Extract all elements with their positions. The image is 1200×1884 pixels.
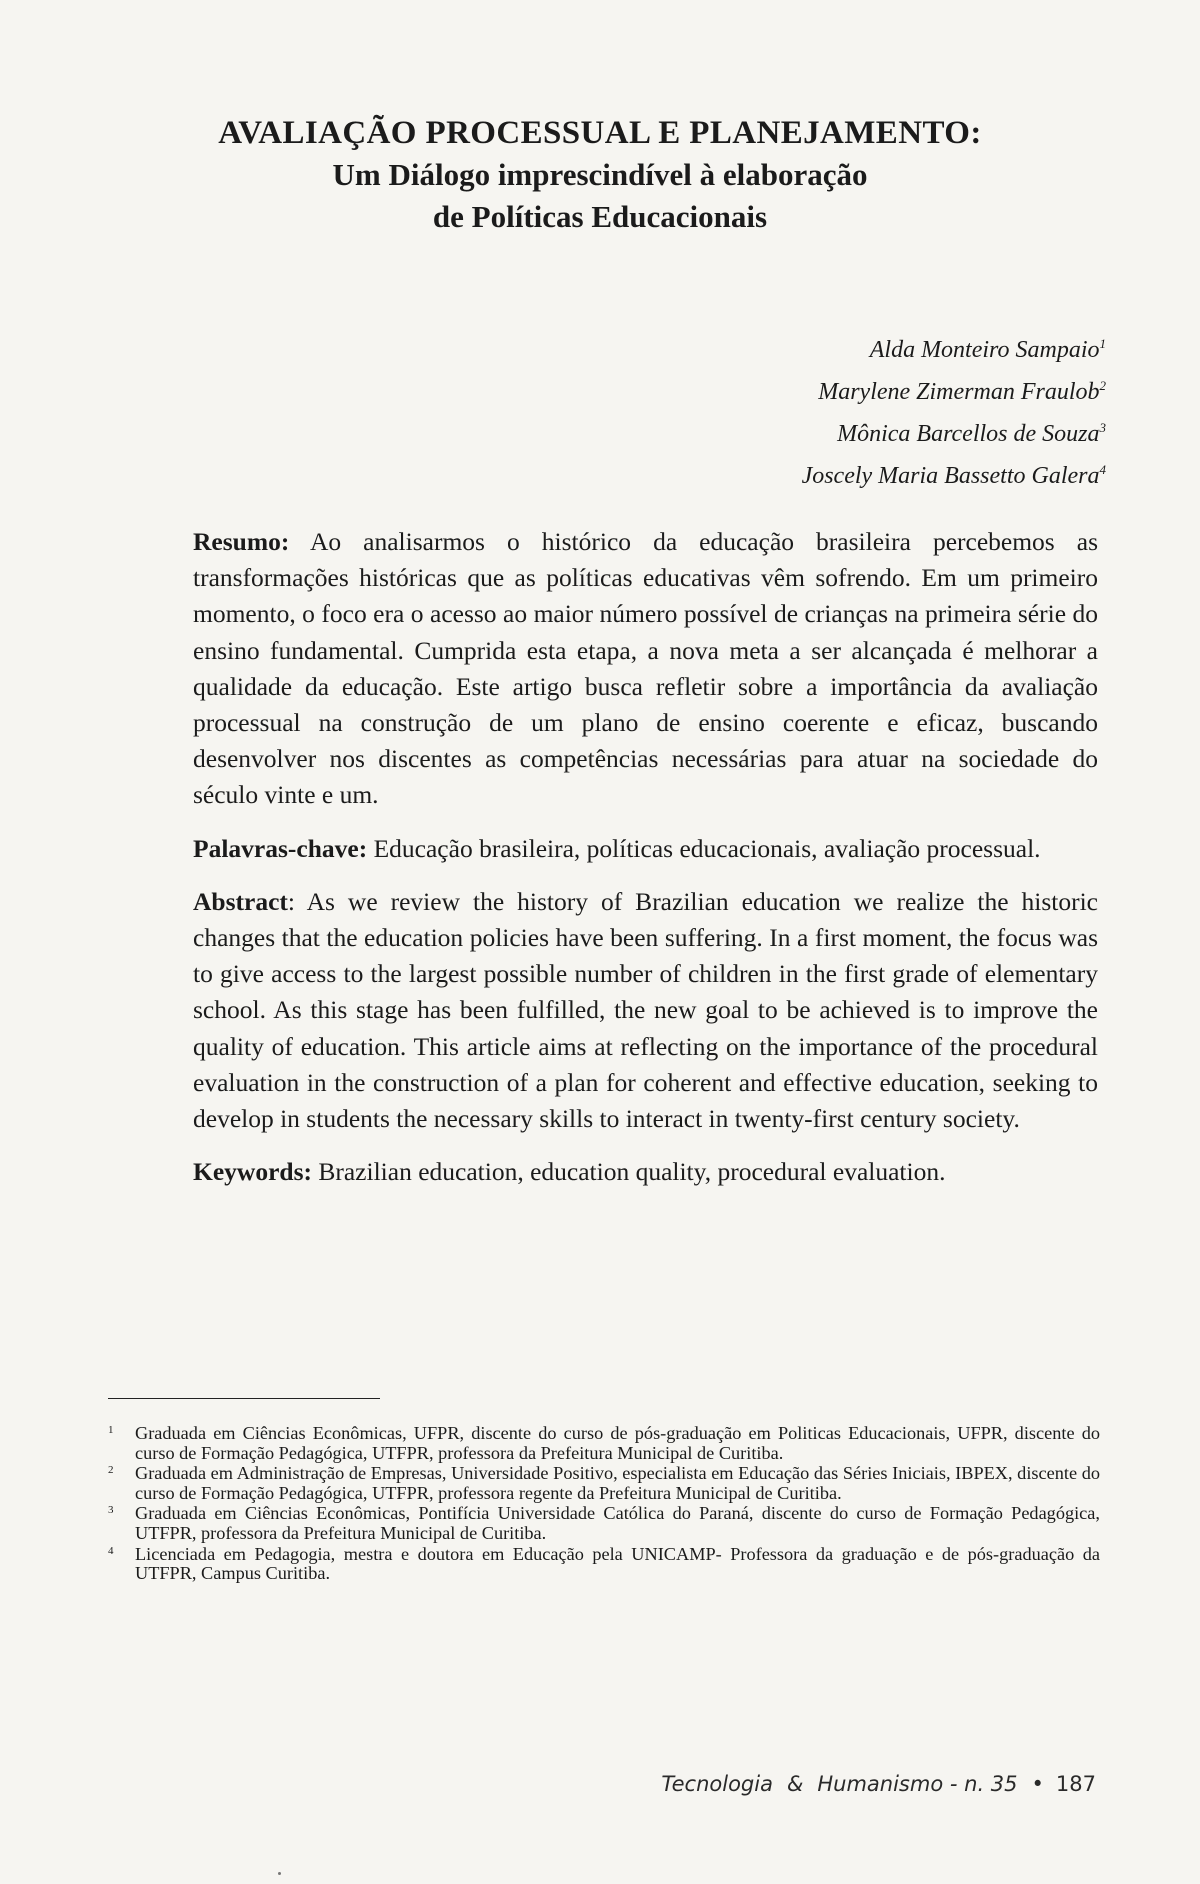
article-title [140,112,1060,238]
footnote [108,1424,1100,1463]
journal-name-part2: Humanismo [817,1772,944,1796]
journal-ampersand: & [786,1772,804,1796]
footnote-marker: 1 [1099,336,1106,351]
footnotes [108,1424,1100,1585]
author-list [802,326,1106,494]
author [802,326,1106,368]
palavras-chave-paragraph [193,831,1098,867]
scan-speck [278,1872,281,1875]
page-number: 187 [1055,1772,1096,1796]
footnote-number: 3 [108,1504,114,1517]
footnote-text: Graduada em Administração de Empresas, Universidade Positivo, especialista em Educação das Séries Iniciais, IBPEX, discente do curso de Formação Pedagógica, UTFPR, professora regente da Prefeitura Municipal de Curitiba. [135,1463,1100,1503]
footnote-text: Licenciada em Pedagogia, mestra e doutora em Educação pela UNICAMP- Professora da graduação e de pós-graduação da UTFPR, Campus Curitiba. [135,1543,1100,1584]
footnote-number: 1 [108,1424,114,1436]
title-line-2: Um Diálogo imprescindível à elaboração [332,157,868,192]
author-name: Marylene Zimerman Fraulob [818,379,1100,405]
abstract-paragraph [193,884,1098,1137]
running-footer [661,1772,1096,1796]
palavras-chave-text: Educação brasileira, políticas educacionais, avaliação processual. [373,833,1041,863]
bullet-separator: • [1031,1772,1044,1796]
title-line-3: de Políticas Educacionais [432,199,768,234]
footnote-marker: 3 [1099,420,1106,435]
issue-number: - n. 35 [949,1772,1018,1796]
resumo-label: Resumo: [193,527,290,556]
abstract-colon: : [287,886,295,916]
footnote-marker: 2 [1099,378,1106,393]
abstract-section [193,524,1098,1207]
footnote-marker: 4 [1099,462,1106,477]
author [802,452,1106,494]
resumo-paragraph [193,524,1098,814]
footnote [108,1504,1100,1543]
journal-name-part1: Tecnologia [661,1772,773,1796]
palavras-chave-label: Palavras-chave: [193,833,368,863]
title-line-1: AVALIAÇÃO PROCESSUAL E PLANEJAMENTO: [218,115,982,151]
author-name: Joscely Maria Bassetto Galera [801,463,1100,489]
footnote-number: 2 [108,1464,114,1477]
abstract-label: Abstract [193,886,288,916]
keywords-label: Keywords: [193,1157,312,1187]
keywords-paragraph [193,1154,1098,1190]
footnote-divider [108,1398,380,1399]
resumo-text: Ao analisarmos o histórico da educação brasileira percebemos as transformações históricas que as políticas educativas vêm sofrendo. Em um primeiro momento, o foco era o acesso ao maior número possível de crianças na primeira série do ensino fundamental. Cumprida esta etapa, a nova meta a ser alcançada é melhorar a qualidade da educação. Este artigo busca refletir sobre a importância da avaliação processual na construção de um plano de ensino coerente e eficaz, buscando desenvolver nos discentes as competências necessárias para atuar na sociedade do século vinte e um. [193,527,1098,810]
abstract-text: As we review the history of Brazilian education we realize the historic changes that the education policies have been suffering. In a first moment, the focus was to give access to the largest possible number of children in the first grade of elementary school. As this stage has been fulfilled, the new goal to be achieved is to improve the quality of education. This article aims at reflecting on the importance of the procedural evaluation in the construction of a plan for coherent and effective education, seeking to develop in students the necessary skills to interact in twenty-first century society. [193,886,1099,1134]
footnote [108,1464,1100,1503]
footnote-number: 4 [108,1544,114,1557]
footnote-text: Graduada em Ciências Econômicas, Pontifícia Universidade Católica do Paraná, discente do curso de Formação Pedagógica, UTFPR, professora da Prefeitura Municipal de Curitiba. [135,1503,1100,1543]
author [802,368,1106,410]
author-name: Mônica Barcellos de Souza [837,421,1100,447]
author-name: Alda Monteiro Sampaio [869,337,1100,363]
footnote-text: Graduada em Ciências Econômicas, UFPR, discente do curso de pós-graduação em Politicas Educacionais, UFPR, discente do curso de Formação Pedagógica, UTFPR, professora da Prefeitura Municipal de Curitiba. [135,1423,1100,1463]
footnote [108,1545,1100,1584]
keywords-text: Brazilian education, education quality, procedural evaluation. [318,1157,946,1187]
author [802,410,1106,452]
